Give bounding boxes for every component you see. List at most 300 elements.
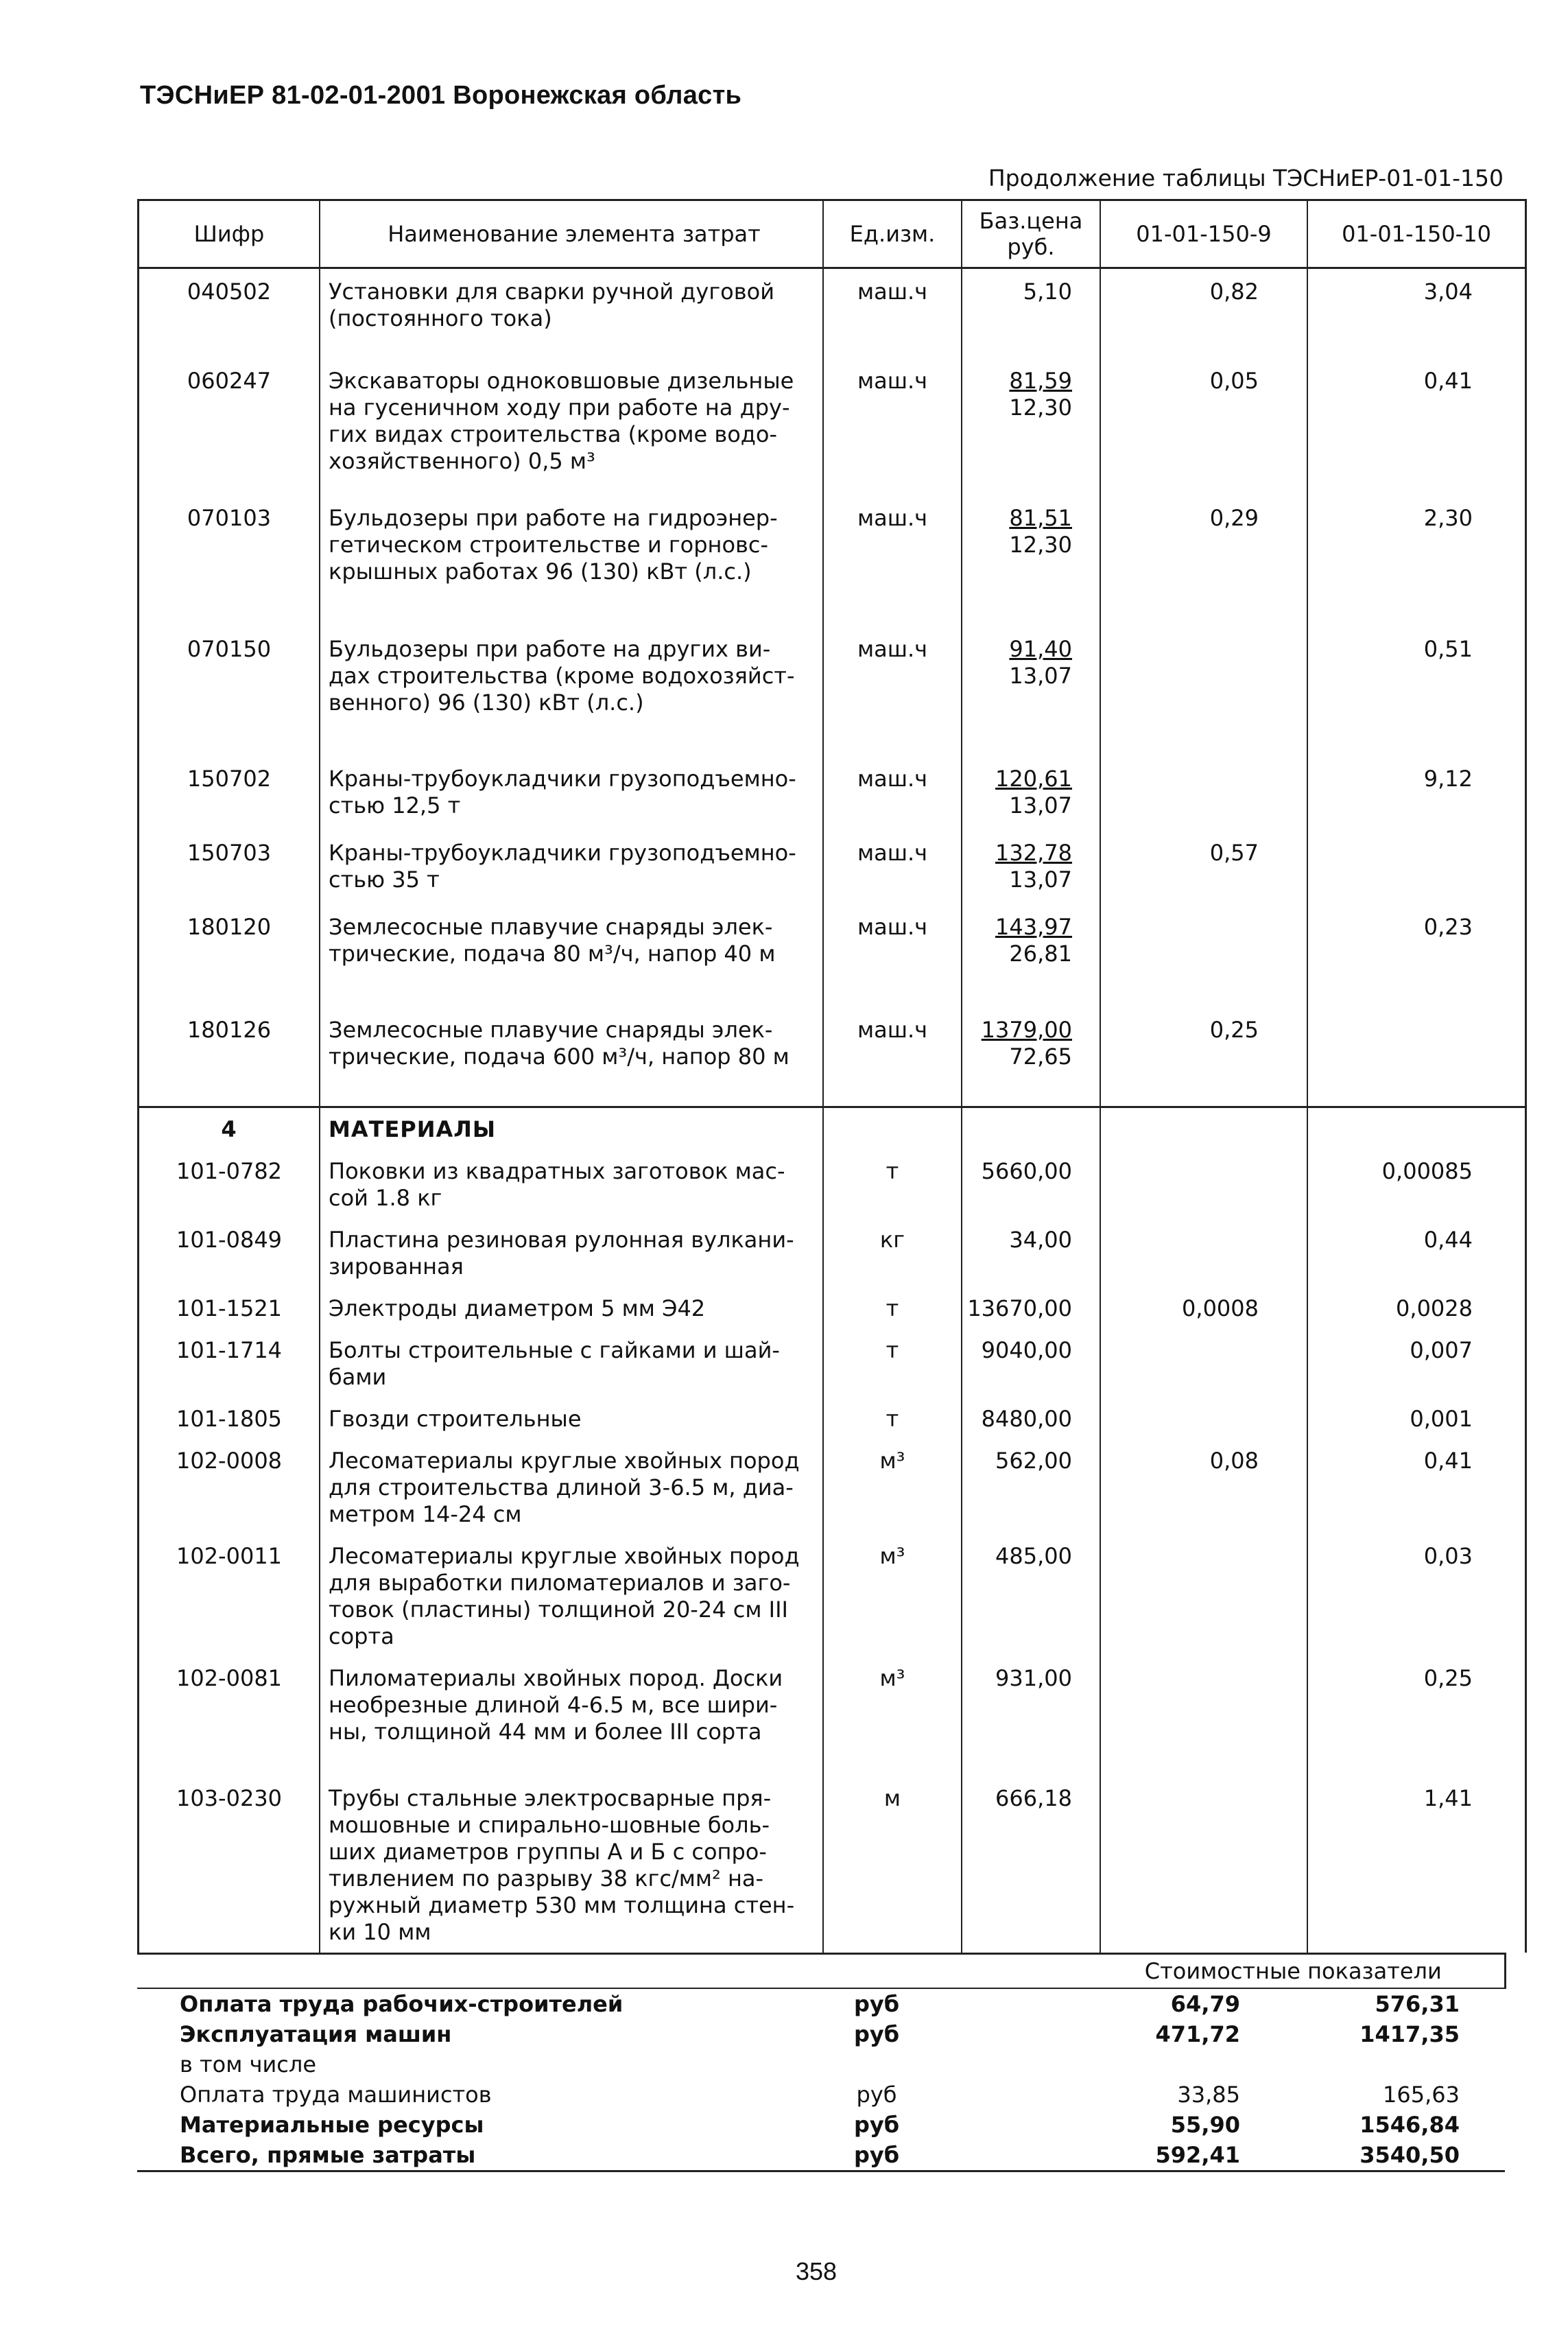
page-number: 358 bbox=[796, 2257, 838, 2285]
code-value: 101-1714 bbox=[176, 1337, 283, 1363]
row-code bbox=[139, 1287, 320, 1329]
price-value: 9040,00 bbox=[981, 1337, 1072, 1363]
row-price bbox=[962, 1439, 1100, 1535]
summary-row bbox=[137, 2110, 1505, 2140]
machine-row bbox=[139, 904, 1526, 1007]
col-b-value: 0,00085 bbox=[1381, 1158, 1473, 1184]
row-col-a bbox=[1100, 1287, 1307, 1329]
name-line: ших диаметров группы А и Б с сопро- bbox=[329, 1839, 767, 1865]
name-line: бами bbox=[329, 1364, 387, 1390]
row-name bbox=[320, 1439, 823, 1535]
summary-unit-text: руб bbox=[853, 1991, 900, 2017]
price-stack bbox=[962, 636, 1072, 690]
col-a-value: 0,05 bbox=[1209, 368, 1259, 394]
name-line: (постоянного тока) bbox=[329, 305, 552, 331]
name-line: товок (пластины) толщиной 20-24 см III bbox=[329, 1597, 788, 1623]
unit-value: м³ bbox=[879, 1543, 905, 1569]
price-top-value: 143,97 bbox=[995, 914, 1072, 940]
name-line: стью 35 т bbox=[329, 867, 440, 893]
unit-value: т bbox=[886, 1158, 899, 1184]
row-unit bbox=[823, 830, 962, 904]
unit-value: т bbox=[886, 1295, 899, 1321]
price-value: 12,30 bbox=[1009, 394, 1072, 421]
section-code-cell bbox=[139, 1107, 320, 1151]
row-name bbox=[320, 1329, 823, 1398]
row-code bbox=[139, 1398, 320, 1439]
row-name bbox=[320, 1777, 823, 1953]
header-price-line1: Баз.цена bbox=[979, 208, 1083, 234]
machine-row bbox=[139, 1007, 1526, 1107]
name-line: Установки для сварки ручной дуговой bbox=[329, 279, 774, 305]
name-line: хозяйственного) 0,5 м³ bbox=[329, 448, 595, 474]
row-unit bbox=[823, 626, 962, 756]
col-a-value: 0,25 bbox=[1209, 1017, 1259, 1043]
name-line: мошовные и спирально-шовные боль- bbox=[329, 1812, 770, 1838]
price-value: 13,07 bbox=[1009, 867, 1072, 893]
row-unit bbox=[823, 1329, 962, 1398]
price-value: 931,00 bbox=[995, 1665, 1072, 1691]
code-value: 101-1805 bbox=[176, 1406, 283, 1432]
name-line: Пластина резиновая рулонная вулкани- bbox=[329, 1227, 794, 1253]
row-price bbox=[962, 1535, 1100, 1657]
name-line: ки 10 мм bbox=[329, 1919, 431, 1945]
row-price bbox=[962, 1007, 1100, 1107]
row-price bbox=[962, 1150, 1100, 1218]
row-code bbox=[139, 495, 320, 626]
unit-value: маш.ч bbox=[857, 636, 928, 662]
row-col-a bbox=[1100, 1007, 1307, 1107]
row-code bbox=[139, 268, 320, 359]
row-code bbox=[139, 904, 320, 1007]
table-caption: Продолжение таблицы ТЭСНиЕР-01-01-150 bbox=[988, 165, 1504, 191]
row-code bbox=[139, 1007, 320, 1107]
summary-col-a-text: 55,90 bbox=[1170, 2112, 1240, 2138]
row-code bbox=[139, 1329, 320, 1398]
summary-col-b bbox=[1288, 2049, 1505, 2080]
price-value: 562,00 bbox=[995, 1448, 1072, 1474]
code-value: 180120 bbox=[187, 914, 272, 940]
header-name: Наименование элемента затрат bbox=[320, 200, 823, 268]
summary-heading: Стоимостные показатели bbox=[1082, 1954, 1505, 1989]
row-col-b bbox=[1307, 1329, 1526, 1398]
header-unit: Ед.изм. bbox=[823, 200, 962, 268]
row-col-a bbox=[1100, 1535, 1307, 1657]
row-col-b bbox=[1307, 1439, 1526, 1535]
row-col-a bbox=[1100, 358, 1307, 495]
code-value: 103-0230 bbox=[176, 1785, 283, 1811]
price-stack bbox=[962, 840, 1072, 893]
unit-value: маш.ч bbox=[857, 505, 928, 531]
row-col-a bbox=[1100, 1150, 1307, 1218]
summary-unit bbox=[808, 2019, 945, 2049]
summary-col-a-text: 33,85 bbox=[1177, 2082, 1240, 2108]
row-unit bbox=[823, 495, 962, 626]
price-value: 5660,00 bbox=[981, 1158, 1072, 1184]
header-col-b: 01-01-150-10 bbox=[1307, 200, 1526, 268]
row-unit bbox=[823, 904, 962, 1007]
col-b-value: 0,41 bbox=[1423, 368, 1473, 394]
row-col-b bbox=[1307, 904, 1526, 1007]
name-line: для строительства длиной 3-6.5 м, диа- bbox=[329, 1474, 794, 1500]
code-value: 150702 bbox=[187, 766, 272, 792]
row-name bbox=[320, 1287, 823, 1329]
table-header-row bbox=[139, 200, 1526, 268]
row-col-b bbox=[1307, 495, 1526, 626]
row-col-a bbox=[1100, 1218, 1307, 1287]
summary-empty bbox=[945, 2140, 1082, 2171]
row-price bbox=[962, 904, 1100, 1007]
material-row bbox=[139, 1398, 1526, 1439]
row-unit bbox=[823, 1657, 962, 1777]
col-b-value: 2,30 bbox=[1423, 505, 1473, 531]
row-price bbox=[962, 626, 1100, 756]
summary-col-a bbox=[1082, 2019, 1288, 2049]
name-line: Лесоматериалы круглые хвойных пород bbox=[329, 1543, 800, 1569]
name-line: метром 14-24 см bbox=[329, 1501, 522, 1527]
unit-value: м³ bbox=[879, 1665, 905, 1691]
row-col-b bbox=[1307, 756, 1526, 830]
name-line: Болты строительные с гайками и шай- bbox=[329, 1337, 780, 1363]
header-price-line2: руб. bbox=[1007, 234, 1055, 260]
price-stack bbox=[962, 914, 1072, 967]
col-b-value: 0,03 bbox=[1423, 1543, 1473, 1569]
price-top-value: 81,59 bbox=[1009, 368, 1072, 394]
row-unit bbox=[823, 1218, 962, 1287]
row-col-a bbox=[1100, 495, 1307, 626]
material-row bbox=[139, 1150, 1526, 1218]
row-price bbox=[962, 495, 1100, 626]
unit-value: маш.ч bbox=[857, 840, 928, 866]
name-line: венного) 96 (130) кВт (л.с.) bbox=[329, 690, 644, 716]
price-stack bbox=[962, 766, 1072, 819]
summary-col-a bbox=[1082, 2140, 1288, 2171]
row-name bbox=[320, 1007, 823, 1107]
summary-col-b bbox=[1288, 2140, 1505, 2171]
row-col-b bbox=[1307, 626, 1526, 756]
summary-col-b-text: 165,63 bbox=[1383, 2082, 1460, 2108]
row-unit bbox=[823, 1777, 962, 1953]
name-line: дах строительства (кроме водохозяйст- bbox=[329, 663, 795, 689]
row-price bbox=[962, 1398, 1100, 1439]
row-code bbox=[139, 756, 320, 830]
row-price bbox=[962, 1287, 1100, 1329]
col-b-value: 0,25 bbox=[1423, 1665, 1473, 1691]
row-unit bbox=[823, 1439, 962, 1535]
col-b-value: 0,23 bbox=[1423, 914, 1473, 940]
unit-value: м³ bbox=[879, 1448, 905, 1474]
row-col-b bbox=[1307, 830, 1526, 904]
price-value: 5,10 bbox=[1023, 279, 1072, 305]
col-b-value: 9,12 bbox=[1423, 766, 1473, 792]
code-value: 070150 bbox=[187, 636, 272, 662]
row-name bbox=[320, 1218, 823, 1287]
row-name bbox=[320, 495, 823, 626]
row-price bbox=[962, 830, 1100, 904]
name-line: Лесоматериалы круглые хвойных пород bbox=[329, 1448, 800, 1474]
summary-label bbox=[137, 2080, 808, 2110]
col-a-value: 0,08 bbox=[1209, 1448, 1259, 1474]
machine-row bbox=[139, 756, 1526, 830]
section-code: 4 bbox=[221, 1116, 237, 1142]
row-code bbox=[139, 358, 320, 495]
section-empty-cell bbox=[1100, 1107, 1307, 1151]
summary-col-b bbox=[1288, 2110, 1505, 2140]
price-value: 666,18 bbox=[995, 1785, 1072, 1811]
row-col-a bbox=[1100, 1657, 1307, 1777]
price-top-value: 1379,00 bbox=[981, 1017, 1072, 1043]
summary-label-text: в том числе bbox=[180, 2051, 316, 2077]
summary-col-a bbox=[1082, 2049, 1288, 2080]
name-line: трические, подача 80 м³/ч, напор 40 м bbox=[329, 941, 776, 967]
summary-unit-text: руб bbox=[853, 2021, 900, 2047]
name-line: Экскаваторы одноковшовые дизельные bbox=[329, 368, 794, 394]
row-code bbox=[139, 1535, 320, 1657]
material-row bbox=[139, 1439, 1526, 1535]
name-line: Землесосные плавучие снаряды элек- bbox=[329, 914, 773, 940]
row-price bbox=[962, 358, 1100, 495]
summary-unit bbox=[808, 2140, 945, 2171]
row-col-b bbox=[1307, 268, 1526, 359]
code-value: 070103 bbox=[187, 505, 272, 531]
name-line: Землесосные плавучие снаряды элек- bbox=[329, 1017, 773, 1043]
price-value: 72,65 bbox=[1009, 1044, 1072, 1070]
summary-label-text: Всего, прямые затраты bbox=[180, 2142, 476, 2168]
row-name bbox=[320, 756, 823, 830]
row-name bbox=[320, 358, 823, 495]
machine-row bbox=[139, 626, 1526, 756]
unit-value: кг bbox=[879, 1227, 905, 1253]
summary-unit-text: руб bbox=[853, 2112, 900, 2138]
row-price bbox=[962, 1657, 1100, 1777]
price-value: 485,00 bbox=[995, 1543, 1072, 1569]
unit-value: маш.ч bbox=[857, 368, 928, 394]
row-col-a bbox=[1100, 904, 1307, 1007]
material-row bbox=[139, 1218, 1526, 1287]
summary-empty bbox=[945, 1988, 1082, 2019]
col-b-value: 0,51 bbox=[1423, 636, 1473, 662]
price-value: 13,07 bbox=[1009, 792, 1072, 818]
name-line: Пиломатериалы хвойных пород. Доски bbox=[329, 1665, 783, 1691]
summary-unit-text: руб bbox=[856, 2082, 897, 2108]
col-b-value: 0,001 bbox=[1410, 1406, 1473, 1432]
summary-label bbox=[137, 2140, 808, 2171]
price-top-value: 81,51 bbox=[1009, 505, 1072, 531]
summary-label bbox=[137, 2049, 808, 2080]
price-value: 34,00 bbox=[1009, 1227, 1072, 1253]
row-unit bbox=[823, 756, 962, 830]
code-value: 101-0782 bbox=[176, 1158, 283, 1184]
col-b-value: 0,0028 bbox=[1396, 1295, 1473, 1321]
summary-row bbox=[137, 1988, 1505, 2019]
summary-col-a-text: 471,72 bbox=[1155, 2021, 1240, 2047]
name-line: сорта bbox=[329, 1623, 394, 1649]
summary-unit bbox=[808, 1988, 945, 2019]
col-a-value: 0,0008 bbox=[1182, 1295, 1259, 1321]
resources-table bbox=[137, 199, 1527, 1953]
machine-row bbox=[139, 495, 1526, 626]
code-value: 102-0081 bbox=[176, 1665, 283, 1691]
section-name: МАТЕРИАЛЫ bbox=[329, 1116, 497, 1142]
price-stack bbox=[962, 368, 1072, 421]
name-line: гих видах строительства (кроме водо- bbox=[329, 421, 778, 447]
summary-row bbox=[137, 2080, 1505, 2110]
row-code bbox=[139, 1439, 320, 1535]
document-title: ТЭСНиЕР 81-02-01-2001 Воронежская область bbox=[140, 81, 742, 110]
price-value: 8480,00 bbox=[981, 1406, 1072, 1432]
header-price bbox=[962, 200, 1100, 268]
name-line: сой 1.8 кг bbox=[329, 1185, 442, 1211]
col-b-value: 1,41 bbox=[1423, 1785, 1473, 1811]
row-price bbox=[962, 268, 1100, 359]
col-b-value: 0,44 bbox=[1423, 1227, 1473, 1253]
col-b-value: 0,007 bbox=[1410, 1337, 1473, 1363]
price-value: 13,07 bbox=[1009, 663, 1072, 689]
row-col-b bbox=[1307, 1535, 1526, 1657]
summary-col-a bbox=[1082, 1988, 1288, 2019]
summary-label bbox=[137, 2019, 808, 2049]
name-line: Краны-трубоукладчики грузоподъемно- bbox=[329, 840, 796, 866]
unit-value: маш.ч bbox=[857, 914, 928, 940]
summary-col-a bbox=[1082, 2080, 1288, 2110]
summary-label bbox=[137, 1988, 808, 2019]
row-code bbox=[139, 1218, 320, 1287]
name-line: Поковки из квадратных заготовок мас- bbox=[329, 1158, 785, 1184]
row-unit bbox=[823, 1150, 962, 1218]
row-col-b bbox=[1307, 1150, 1526, 1218]
row-col-b bbox=[1307, 1007, 1526, 1107]
summary-heading-row bbox=[137, 1954, 1505, 1989]
name-line: зированная bbox=[329, 1253, 464, 1280]
name-line: Краны-трубоукладчики грузоподъемно- bbox=[329, 766, 796, 792]
summary-empty bbox=[945, 2080, 1082, 2110]
material-row bbox=[139, 1535, 1526, 1657]
price-top-value: 120,61 bbox=[995, 766, 1072, 792]
cost-summary-table bbox=[137, 1953, 1506, 2172]
row-name bbox=[320, 830, 823, 904]
row-unit bbox=[823, 1535, 962, 1657]
name-line: ружный диаметр 530 мм толщина стен- bbox=[329, 1892, 795, 1918]
price-top-value: 91,40 bbox=[1009, 636, 1072, 662]
summary-label-text: Эксплуатация машин bbox=[180, 2021, 452, 2047]
summary-empty bbox=[945, 2110, 1082, 2140]
unit-value: т bbox=[886, 1406, 899, 1432]
machine-row bbox=[139, 358, 1526, 495]
code-value: 060247 bbox=[187, 368, 272, 394]
row-col-a bbox=[1100, 830, 1307, 904]
col-a-value: 0,82 bbox=[1209, 279, 1259, 305]
row-code bbox=[139, 830, 320, 904]
name-line: Бульдозеры при работе на других ви- bbox=[329, 636, 771, 662]
row-price bbox=[962, 756, 1100, 830]
name-line: Трубы стальные электросварные пря- bbox=[329, 1785, 772, 1811]
summary-col-a bbox=[1082, 2110, 1288, 2140]
summary-unit-text: руб bbox=[853, 2142, 900, 2168]
code-value: 101-1521 bbox=[176, 1295, 283, 1321]
col-b-value: 0,41 bbox=[1423, 1448, 1473, 1474]
summary-col-b bbox=[1288, 2019, 1505, 2049]
material-row bbox=[139, 1657, 1526, 1777]
summary-empty bbox=[945, 2049, 1082, 2080]
name-line: Бульдозеры при работе на гидроэнер- bbox=[329, 505, 778, 531]
name-line: тивлением по разрыву 38 кгс/мм² на- bbox=[329, 1865, 764, 1892]
row-code bbox=[139, 1777, 320, 1953]
summary-label-text: Материальные ресурсы bbox=[180, 2112, 484, 2138]
row-price bbox=[962, 1329, 1100, 1398]
materials-section-row bbox=[139, 1107, 1526, 1151]
row-price bbox=[962, 1777, 1100, 1953]
row-col-b bbox=[1307, 358, 1526, 495]
row-unit bbox=[823, 1398, 962, 1439]
summary-label-text: Оплата труда рабочих-строителей bbox=[180, 1991, 623, 2017]
row-col-b bbox=[1307, 1287, 1526, 1329]
name-line: стью 12,5 т bbox=[329, 792, 461, 818]
name-line: крышных работах 96 (130) кВт (л.с.) bbox=[329, 558, 752, 585]
name-line: Гвозди строительные bbox=[329, 1406, 582, 1432]
row-col-a bbox=[1100, 1329, 1307, 1398]
section-empty-cell bbox=[823, 1107, 962, 1151]
row-name bbox=[320, 268, 823, 359]
summary-unit bbox=[808, 2049, 945, 2080]
summary-col-b bbox=[1288, 2080, 1505, 2110]
summary-label-text: Оплата труда машинистов bbox=[180, 2082, 492, 2108]
row-name bbox=[320, 1657, 823, 1777]
code-value: 150703 bbox=[187, 840, 272, 866]
unit-value: м bbox=[883, 1785, 901, 1811]
summary-unit bbox=[808, 2110, 945, 2140]
summary-col-a-text: 592,41 bbox=[1155, 2142, 1240, 2168]
summary-row bbox=[137, 2019, 1505, 2049]
material-row bbox=[139, 1287, 1526, 1329]
row-col-b bbox=[1307, 1398, 1526, 1439]
row-col-b bbox=[1307, 1657, 1526, 1777]
summary-unit bbox=[808, 2080, 945, 2110]
name-line: на гусеничном ходу при работе на дру- bbox=[329, 394, 790, 421]
price-stack bbox=[962, 1017, 1072, 1070]
row-name bbox=[320, 904, 823, 1007]
code-value: 102-0011 bbox=[176, 1543, 283, 1569]
summary-row bbox=[137, 2140, 1505, 2171]
summary-col-b-text: 1546,84 bbox=[1359, 2112, 1460, 2138]
unit-value: маш.ч bbox=[857, 279, 928, 305]
material-row bbox=[139, 1777, 1526, 1953]
summary-col-b bbox=[1288, 1988, 1505, 2019]
row-col-b bbox=[1307, 1777, 1526, 1953]
name-line: Электроды диаметром 5 мм Э42 bbox=[329, 1295, 706, 1321]
name-line: гетическом строительстве и горновс- bbox=[329, 532, 769, 558]
code-value: 040502 bbox=[187, 279, 272, 305]
row-name bbox=[320, 1535, 823, 1657]
name-line: необрезные длиной 4-6.5 м, все шири- bbox=[329, 1692, 778, 1718]
machine-row bbox=[139, 830, 1526, 904]
price-value: 12,30 bbox=[1009, 532, 1072, 558]
price-value: 13670,00 bbox=[967, 1295, 1072, 1321]
row-code bbox=[139, 626, 320, 756]
row-name bbox=[320, 1150, 823, 1218]
price-top-value: 132,78 bbox=[995, 840, 1072, 866]
row-col-a bbox=[1100, 756, 1307, 830]
summary-col-b-text: 576,31 bbox=[1375, 1991, 1460, 2017]
row-name bbox=[320, 626, 823, 756]
row-unit bbox=[823, 1287, 962, 1329]
code-value: 102-0008 bbox=[176, 1448, 283, 1474]
code-value: 180126 bbox=[187, 1017, 272, 1043]
row-unit bbox=[823, 1007, 962, 1107]
section-empty-cell bbox=[962, 1107, 1100, 1151]
price-value: 26,81 bbox=[1009, 941, 1072, 967]
row-code bbox=[139, 1657, 320, 1777]
header-col-a: 01-01-150-9 bbox=[1100, 200, 1307, 268]
row-unit bbox=[823, 358, 962, 495]
